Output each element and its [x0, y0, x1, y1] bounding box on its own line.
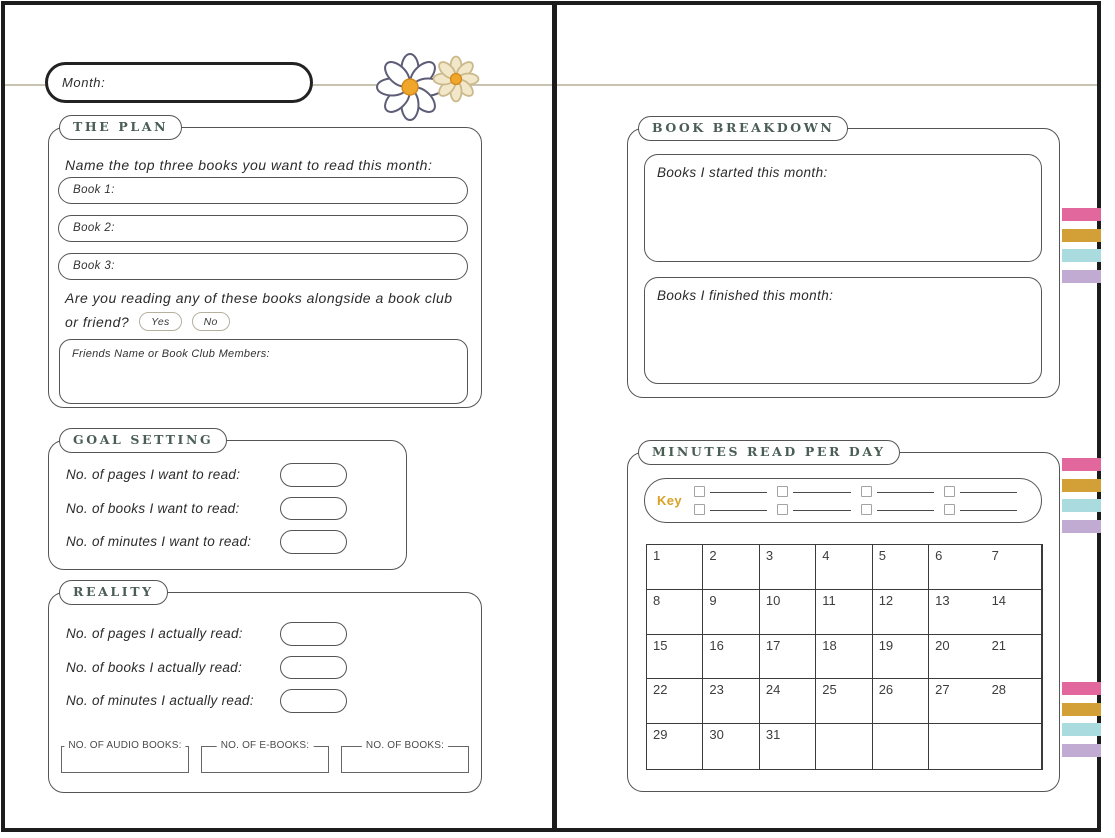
tab-stripe [1062, 499, 1101, 512]
friends-names-input[interactable] [59, 339, 468, 404]
key-checkbox[interactable] [777, 504, 788, 515]
calendar-day-cell[interactable]: 24 [760, 679, 816, 724]
books-finished-input[interactable] [644, 277, 1042, 384]
calendar-day-cell[interactable]: 27 [929, 679, 985, 724]
minutes-calendar-grid [646, 544, 1043, 770]
key-slot [861, 502, 944, 517]
key-slot [944, 502, 1027, 517]
club-question-line1: Are you reading any of these books alongside a book club [65, 290, 453, 306]
club-question-line2: or friend? [65, 313, 130, 330]
key-write-in-line[interactable] [793, 491, 850, 493]
key-slot [777, 484, 860, 499]
calendar-day-cell[interactable]: 15 [647, 635, 703, 680]
reality-number-input[interactable] [280, 689, 347, 713]
key-slot [694, 484, 777, 499]
calendar-day-cell[interactable]: 7 [986, 545, 1042, 590]
plan-prompt: Name the top three books you want to read this month: [65, 157, 433, 173]
book-count-input[interactable] [61, 740, 189, 773]
key-checkbox[interactable] [944, 504, 955, 515]
key-slots [694, 484, 1027, 517]
reality-row [66, 656, 347, 680]
calendar-day-cell[interactable]: 31 [760, 724, 816, 769]
books-finished-label: Books I finished this month: [657, 288, 834, 303]
calendar-day-cell[interactable]: 23 [703, 679, 759, 724]
calendar-day-cell[interactable]: 12 [873, 590, 929, 635]
goal-number-input[interactable] [280, 497, 347, 521]
book-title-input[interactable] [58, 253, 468, 280]
tab-stripe [1062, 458, 1101, 471]
reality-row-label: No. of pages I actually read: [66, 626, 243, 642]
goal-row-label: No. of minutes I want to read: [66, 534, 252, 550]
calendar-day-cell[interactable]: 11 [816, 590, 872, 635]
calendar-day-cell[interactable]: 21 [986, 635, 1042, 680]
tab-stripe [1062, 208, 1101, 221]
reality-row-label: No. of books I actually read: [66, 659, 243, 675]
reality-row [66, 689, 347, 713]
book-field-label: Book 1: [73, 184, 115, 197]
key-label: Key [657, 493, 683, 508]
calendar-day-cell[interactable]: 10 [760, 590, 816, 635]
book-title-input[interactable] [58, 177, 468, 204]
tab-stripe [1062, 723, 1101, 736]
book-count-label: NO. OF AUDIO BOOKS: [64, 740, 185, 751]
key-slot [777, 502, 860, 517]
section-header-reality: REALITY [59, 580, 168, 605]
book-count-label: NO. OF E-BOOKS: [217, 740, 314, 751]
reality-row-label: No. of minutes I actually read: [66, 693, 254, 709]
tab-stripe [1062, 744, 1101, 757]
book-field-label: Book 2: [73, 222, 115, 235]
key-slot [861, 484, 944, 499]
section-header-goal-setting: GOAL SETTING [59, 428, 227, 453]
key-write-in-line[interactable] [793, 509, 850, 511]
calendar-day-cell[interactable]: 9 [703, 590, 759, 635]
tab-stripe [1062, 520, 1101, 533]
book-title-input[interactable] [58, 215, 468, 242]
key-write-in-line[interactable] [960, 491, 1017, 493]
calendar-day-cell[interactable]: 6 [929, 545, 985, 590]
book-count-input[interactable] [201, 740, 329, 773]
daisy-flowers-icon [374, 47, 480, 121]
month-label: Month: [62, 75, 106, 90]
book-count-boxes [61, 740, 469, 773]
page-spine-divider [552, 1, 557, 832]
calendar-day-cell[interactable]: 17 [760, 635, 816, 680]
month-input[interactable] [45, 62, 313, 103]
key-checkbox[interactable] [861, 486, 872, 497]
calendar-day-cell[interactable]: 19 [873, 635, 929, 680]
calendar-day-cell[interactable]: 25 [816, 679, 872, 724]
calendar-day-cell[interactable] [986, 724, 1042, 769]
tab-stripe [1062, 703, 1101, 716]
tab-stripe [1062, 249, 1101, 262]
goal-rows [66, 463, 347, 554]
tab-stripe [1062, 682, 1101, 695]
reality-rows [66, 622, 347, 713]
friends-field-label: Friends Name or Book Club Members: [72, 348, 270, 360]
books-started-input[interactable] [644, 154, 1042, 262]
calendar-day-cell[interactable]: 5 [873, 545, 929, 590]
calendar-day-cell[interactable]: 29 [647, 724, 703, 769]
calendar-day-cell[interactable]: 2 [703, 545, 759, 590]
key-write-in-line[interactable] [710, 509, 767, 511]
section-book-breakdown [627, 120, 1060, 398]
reality-number-input[interactable] [280, 656, 347, 680]
key-write-in-line[interactable] [877, 509, 934, 511]
goal-row-label: No. of pages I want to read: [66, 467, 241, 483]
key-legend-box [644, 478, 1042, 523]
section-header-the-plan: THE PLAN [59, 115, 182, 140]
calendar-day-cell[interactable]: 28 [986, 679, 1042, 724]
calendar-day-cell[interactable] [873, 724, 929, 769]
calendar-day-cell[interactable]: 14 [986, 590, 1042, 635]
book-count-label: NO. OF BOOKS: [362, 740, 448, 751]
calendar-day-cell[interactable]: 20 [929, 635, 985, 680]
key-checkbox[interactable] [694, 504, 705, 515]
section-the-plan [48, 119, 482, 408]
section-header-book-breakdown: BOOK BREAKDOWN [638, 116, 848, 141]
reality-row [66, 622, 347, 646]
calendar-day-cell[interactable]: 26 [873, 679, 929, 724]
calendar-day-cell[interactable] [929, 724, 985, 769]
key-write-in-line[interactable] [877, 491, 934, 493]
goal-row [66, 530, 347, 554]
key-write-in-line[interactable] [960, 509, 1017, 511]
book-count-input[interactable] [341, 740, 469, 773]
goal-number-input[interactable] [280, 530, 347, 554]
calendar-day-cell[interactable]: 30 [703, 724, 759, 769]
key-checkbox[interactable] [944, 486, 955, 497]
key-checkbox[interactable] [694, 486, 705, 497]
book-fields [58, 177, 468, 280]
calendar-day-cell[interactable]: 4 [816, 545, 872, 590]
key-checkbox[interactable] [777, 486, 788, 497]
tab-stripe [1062, 229, 1101, 242]
goal-row [66, 497, 347, 521]
tab-stripe [1062, 270, 1101, 283]
section-header-minutes-read: MINUTES READ PER DAY [638, 440, 900, 465]
section-goal-setting [48, 432, 407, 570]
calendar-day-cell[interactable]: 1 [647, 545, 703, 590]
yes-button[interactable]: Yes [139, 312, 181, 331]
book-field-label: Book 3: [73, 260, 115, 273]
calendar-day-cell[interactable]: 8 [647, 590, 703, 635]
calendar-day-cell[interactable] [816, 724, 872, 769]
books-started-label: Books I started this month: [657, 165, 828, 180]
goal-row [66, 463, 347, 487]
no-button[interactable]: No [192, 312, 230, 331]
section-reality [48, 584, 482, 793]
section-minutes-read-per-day [627, 444, 1060, 792]
calendar-day-cell[interactable]: 13 [929, 590, 985, 635]
goal-row-label: No. of books I want to read: [66, 500, 240, 516]
club-question-row [65, 312, 230, 331]
calendar-day-cell[interactable]: 18 [816, 635, 872, 680]
calendar-day-cell[interactable]: 16 [703, 635, 759, 680]
reality-number-input[interactable] [280, 622, 347, 646]
calendar-day-cell[interactable]: 3 [760, 545, 816, 590]
calendar-day-cell[interactable]: 22 [647, 679, 703, 724]
key-slot [694, 502, 777, 517]
goal-number-input[interactable] [280, 463, 347, 487]
key-write-in-line[interactable] [710, 491, 767, 493]
tab-stripe [1062, 479, 1101, 492]
key-slot [944, 484, 1027, 499]
key-checkbox[interactable] [861, 504, 872, 515]
